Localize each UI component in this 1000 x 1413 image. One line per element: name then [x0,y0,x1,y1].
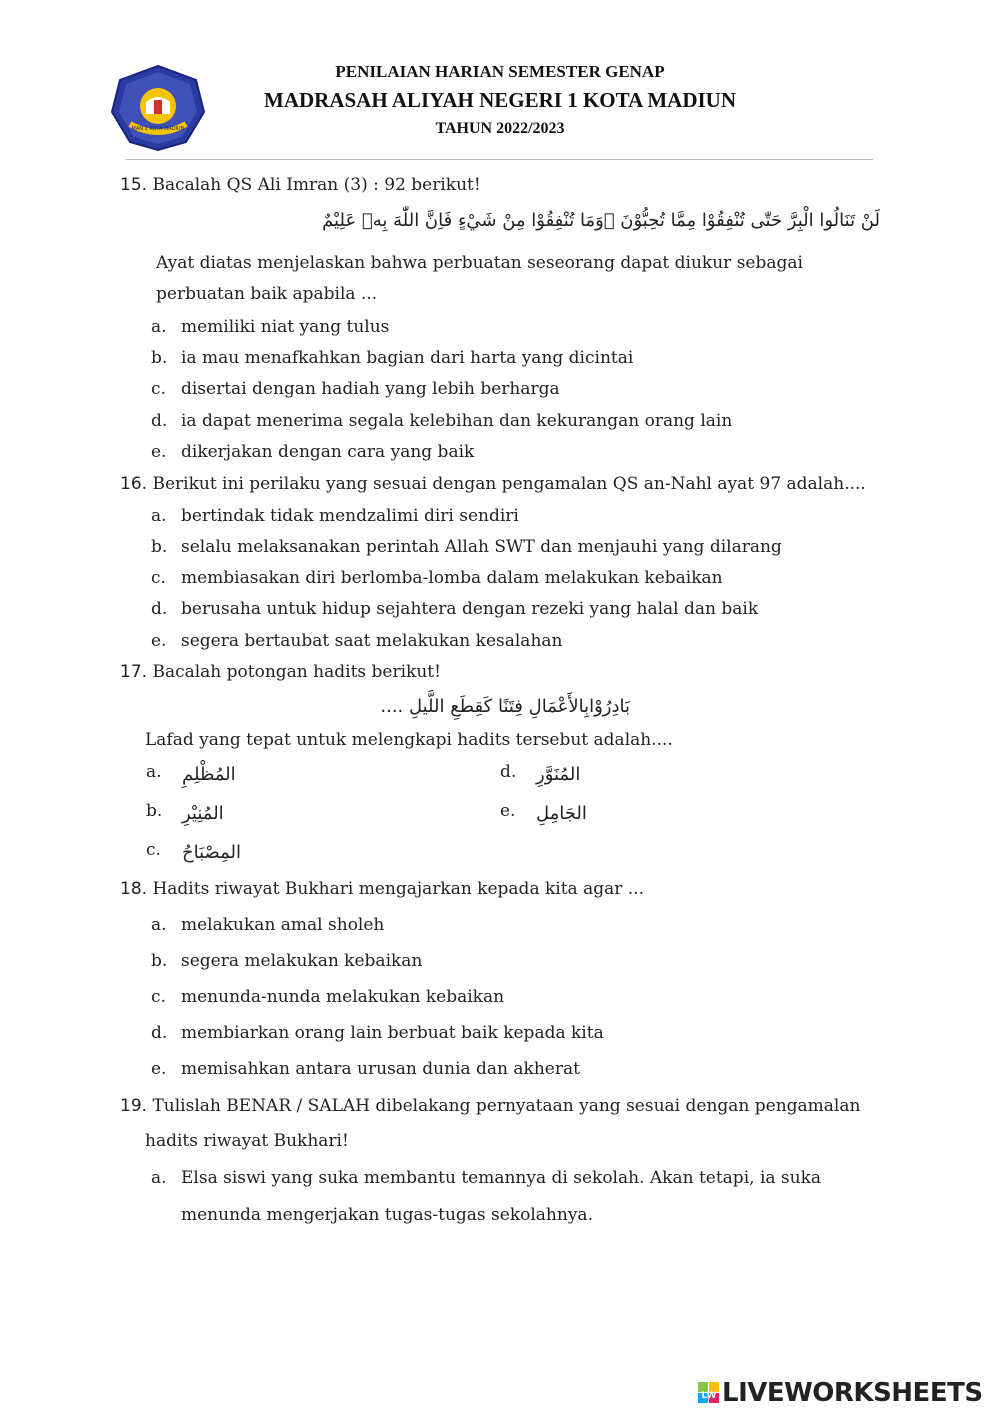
option-letter: d. [151,599,168,619]
option-text: membiarkan orang lain berbuat baik kepada kita [181,1023,604,1043]
stem-line: Ayat diatas menjelaskan bahwa perbuatan seseorang dapat diukur sebagai [156,253,803,273]
liveworksheets-badge-icon [698,1382,720,1404]
option-text: menunda-nunda melakukan kebaikan [181,987,505,1007]
statement-line-continued: menunda mengerjakan tugas-tugas sekolahnya. [181,1205,593,1225]
answer-option[interactable] [151,1022,871,1044]
header-title-line1: PENILAIAN HARIAN SEMESTER GENAP [335,62,665,81]
option-text: disertai dengan hadiah yang lebih berharga [181,379,560,399]
option-text: المُنِيْرِ [182,803,224,824]
option-text: segera melakukan kebaikan [181,951,423,971]
option-letter: c. [151,987,166,1007]
question-prompt: Hadits riwayat Bukhari mengajarkan kepada kita agar ... [152,879,644,899]
option-letter: c. [146,840,161,860]
question-prompt-continued: hadits riwayat Bukhari! [145,1131,349,1151]
answer-option[interactable] [151,567,871,589]
option-letter: b. [151,951,168,971]
option-letter: d. [151,1023,168,1043]
option-letter: b. [151,537,168,557]
answer-option[interactable] [151,536,871,558]
answer-option[interactable] [500,762,700,792]
answer-option[interactable] [151,410,871,432]
answer-option[interactable] [146,762,346,792]
question-stem: Lafad yang tepat untuk melengkapi hadits tersebut adalah.... [145,730,673,750]
answer-option[interactable] [151,505,871,527]
option-letter: a. [151,317,167,337]
answer-option[interactable] [151,347,871,369]
answer-option[interactable] [146,801,346,831]
answer-option[interactable] [151,378,871,400]
answer-option[interactable] [151,316,871,338]
option-text: melakukan amal sholeh [181,915,385,935]
option-letter: e. [151,442,167,462]
option-text: berusaha untuk hidup sejahtera dengan rezeki yang halal dan baik [181,599,759,619]
badge-text: LW [701,1391,717,1401]
option-text: الجَامِلِ [536,803,587,824]
answer-option[interactable] [151,630,871,652]
question-15 [120,174,880,196]
option-text: memiliki niat yang tulus [181,317,390,337]
option-text: memisahkan antara urusan dunia dan akherat [181,1059,580,1079]
option-text: bertindak tidak mendzalimi diri sendiri [181,506,519,526]
question-number: 16. [120,474,148,494]
answer-option[interactable] [151,986,871,1008]
option-text: dikerjakan dengan cara yang baik [181,442,475,462]
question-16 [120,473,880,495]
answer-option[interactable] [146,840,346,870]
question-prompt: Berikut ini perilaku yang sesuai dengan pengamalan QS an-Nahl ayat 97 adalah.... [152,474,866,494]
school-logo [108,62,208,152]
answer-option[interactable] [151,441,871,463]
option-letter: a. [151,1168,167,1188]
option-text: المِصْبَاحُ [182,842,242,863]
header-school-name: MADRASAH ALIYAH NEGERI 1 KOTA MADIUN [264,88,736,112]
answer-option[interactable] [151,914,871,936]
question-number: 19. [120,1096,148,1116]
option-letter: b. [151,348,168,368]
option-text: selalu melaksanakan perintah Allah SWT dan menjauhi yang dilarang [181,537,782,557]
option-letter: a. [146,762,162,782]
question-number: 18. [120,879,148,899]
question-prompt: Bacalah potongan hadits berikut! [152,662,441,682]
answer-option[interactable] [500,801,700,831]
option-text: المُنَوَّرِ [536,764,581,785]
question-number: 17. [120,662,148,682]
option-letter: a. [151,915,167,935]
liveworksheets-wordmark: LIVEWORKSHEETS [722,1378,983,1408]
option-text: ia mau menafkahkan bagian dari harta yang dicintai [181,348,634,368]
header-year: TAHUN 2022/2023 [435,120,565,137]
question-19 [120,1095,880,1117]
logo-text: MAN 1 KOTA MADIUN [131,126,185,132]
option-letter: c. [151,379,166,399]
liveworksheets-logo [698,1380,990,1406]
question-stem [156,248,856,310]
option-letter: e. [500,801,516,821]
question-prompt: Bacalah QS Ali Imran (3) : 92 berikut! [152,175,481,195]
option-letter: a. [151,506,167,526]
question-18 [120,878,880,900]
answer-option[interactable] [151,950,871,972]
option-letter: d. [500,762,517,782]
header-divider [126,159,873,160]
option-text: المُظْلِمِ [182,764,236,785]
hadith-text: بَادِرُوْابِالأَعْمَالِ فِتَنًا كَقِطَعِ اللَّيلِ .... [380,696,630,717]
question-prompt: Tulislah BENAR / SALAH dibelakang pernyataan yang sesuai dengan pengamalan [152,1096,861,1116]
option-letter: d. [151,411,168,431]
quran-verse: لَنْ تَنَالُوا الْبِرَّ حَتّٰى تُنْفِقُوْا مِمَّا تُحِبُّوْنَ ۗوَمَا تُنْفِقُوْا مِنْ شَيْءٍ فَاِنَّ اللّٰهَ بِهٖ عَلِيْمٌ [322,210,880,231]
statement-item [151,1167,871,1189]
answer-option[interactable] [151,598,871,620]
option-letter: e. [151,1059,167,1079]
question-17 [120,661,880,683]
question-number: 15. [120,175,148,195]
statement-line: Elsa siswi yang suka membantu temannya di sekolah. Akan tetapi, ia suka [181,1168,822,1188]
option-text: segera bertaubat saat melakukan kesalahan [181,631,563,651]
answer-option[interactable] [151,1058,871,1080]
option-letter: b. [146,801,163,821]
option-letter: e. [151,631,167,651]
option-letter: c. [151,568,166,588]
option-text: membiasakan diri berlomba-lomba dalam melakukan kebaikan [181,568,723,588]
stem-line: perbuatan baik apabila ... [156,284,378,304]
option-text: ia dapat menerima segala kelebihan dan kekurangan orang lain [181,411,733,431]
